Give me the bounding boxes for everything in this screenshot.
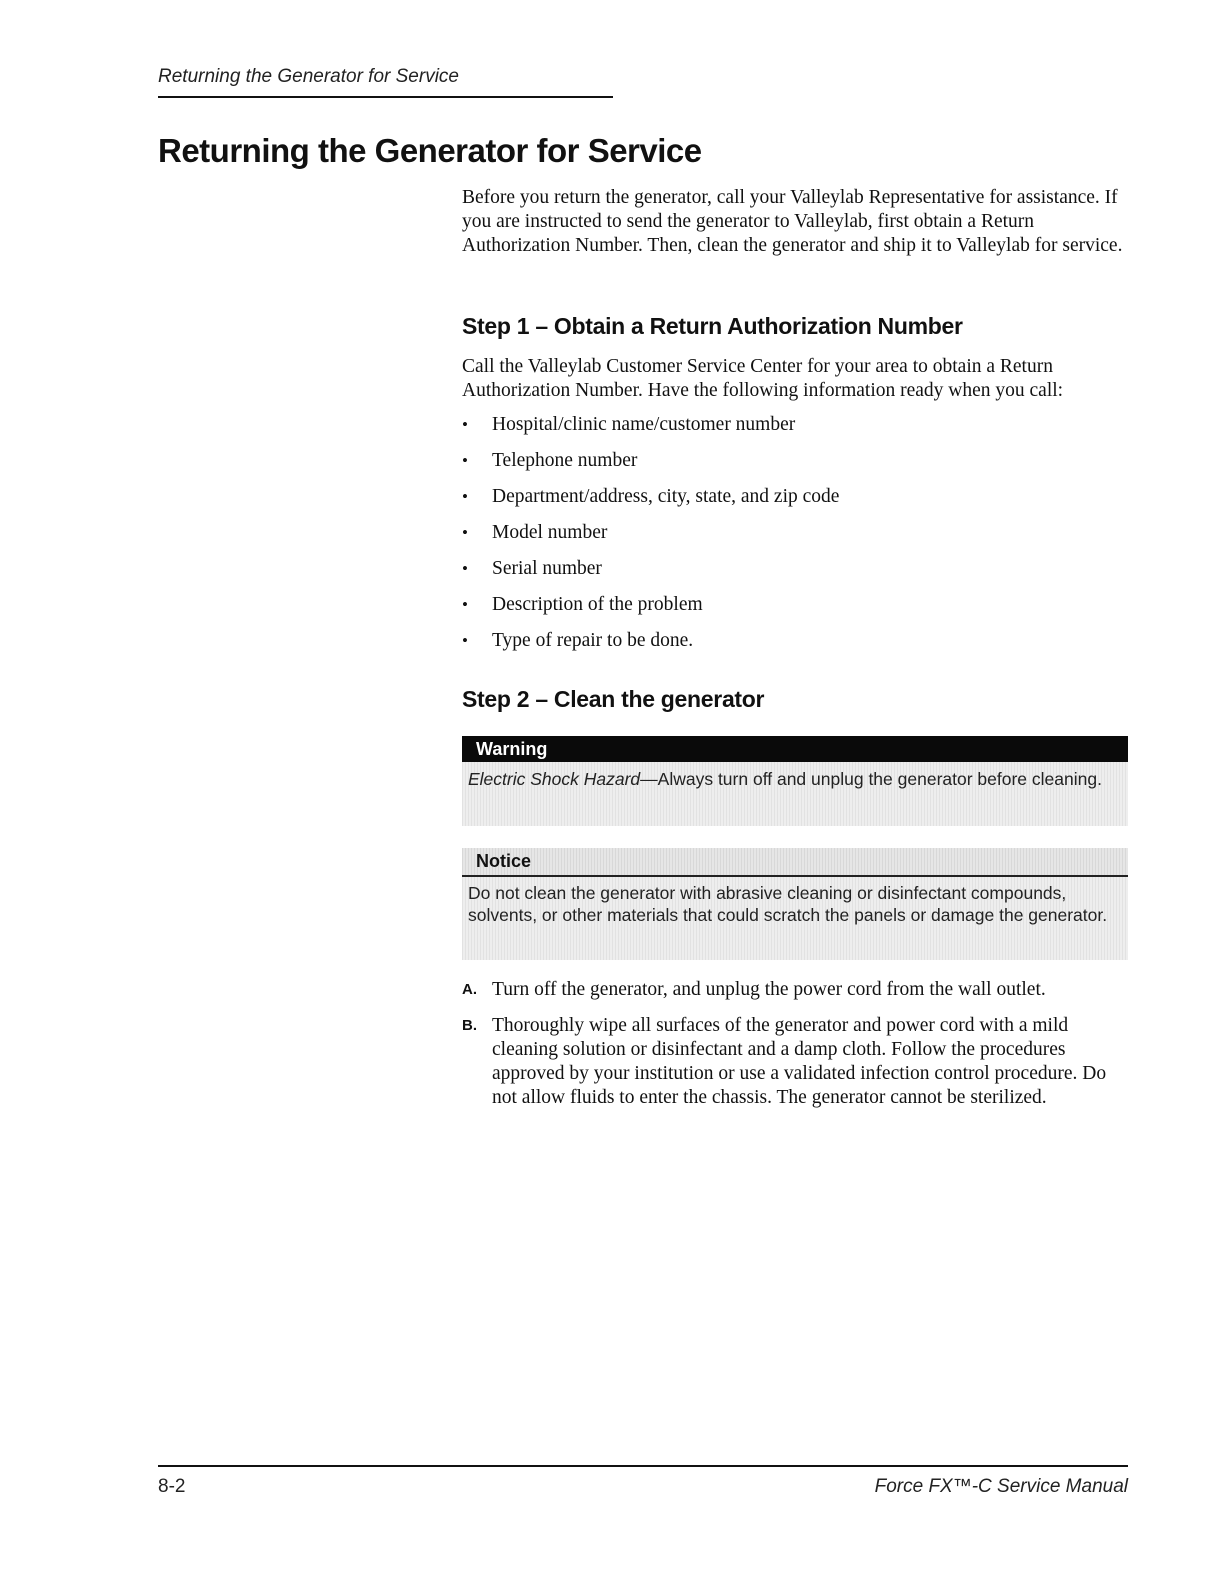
- step-letter: B.: [462, 1017, 477, 1034]
- bullet-icon: •: [462, 595, 468, 614]
- intro-paragraph: Before you return the generator, call your Valleylab Representative for assistance. If you are instructed to send the generator to Valleylab, first obtain a Return Authorization Number. Then, clean the generator and ship it to Valleylab for service.: [462, 187, 1123, 256]
- main-content: [462, 186, 1128, 1122]
- procedure-step: A. Turn off the generator, and unplug the power cord from the wall outlet.: [462, 979, 1046, 1000]
- procedure-step: B. Thoroughly wipe all surfaces of the generator and power cord with a mild cleaning solution or disinfectant and a damp cloth. Follow the procedures approved by your institution or use a validated infection control procedure. Do not allow fluids to enter the chassis. The generator cannot be sterilized.: [462, 1015, 1107, 1108]
- notice-text: Do not clean the generator with abrasive cleaning or disinfectant compounds, solvents, or other materials that could scratch the panels or damage the generator.: [462, 877, 1128, 960]
- list-item: • Department/address, city, state, and zip code: [462, 486, 840, 507]
- step1-heading: Step 1 – Obtain a Return Authorization Number: [462, 313, 963, 339]
- header-rule: [158, 96, 613, 98]
- list-item: • Description of the problem: [462, 594, 703, 615]
- notice-callout: [462, 848, 1128, 960]
- bullet-icon: •: [462, 451, 468, 470]
- manual-title: Force FX™-C Service Manual: [874, 1476, 1128, 1497]
- bullet-icon: •: [462, 631, 468, 650]
- page-title: Returning the Generator for Service: [158, 132, 702, 169]
- bullet-icon: •: [462, 415, 468, 434]
- notice-label: Notice: [462, 848, 1128, 877]
- warning-label: Warning: [462, 736, 1128, 762]
- list-item: • Serial number: [462, 558, 602, 579]
- page-number: 8-2: [158, 1476, 186, 1497]
- warning-callout: [462, 736, 1128, 826]
- cleaning-steps: [462, 978, 1128, 1110]
- bullet-icon: •: [462, 559, 468, 578]
- list-item: • Type of repair to be done.: [462, 630, 694, 651]
- step1-intro: Call the Valleylab Customer Service Center for your area to obtain a Return Authorization Number. Have the following information ready when you call:: [462, 356, 1064, 401]
- warning-text: Electric Shock Hazard—Always turn off and unplug the generator before cleaning.: [462, 762, 1128, 826]
- step2-heading: Step 2 – Clean the generator: [462, 686, 765, 712]
- required-info-list: [462, 413, 1128, 653]
- list-item: • Telephone number: [462, 450, 638, 471]
- footer-rule: [158, 1465, 1128, 1467]
- bullet-icon: •: [462, 523, 468, 542]
- step-letter: A.: [462, 981, 477, 998]
- running-head: Returning the Generator for Service: [158, 66, 459, 87]
- list-item: • Model number: [462, 522, 608, 543]
- bullet-icon: •: [462, 487, 468, 506]
- warning-hazard: Electric Shock Hazard: [468, 769, 641, 789]
- list-item: • Hospital/clinic name/customer number: [462, 414, 796, 435]
